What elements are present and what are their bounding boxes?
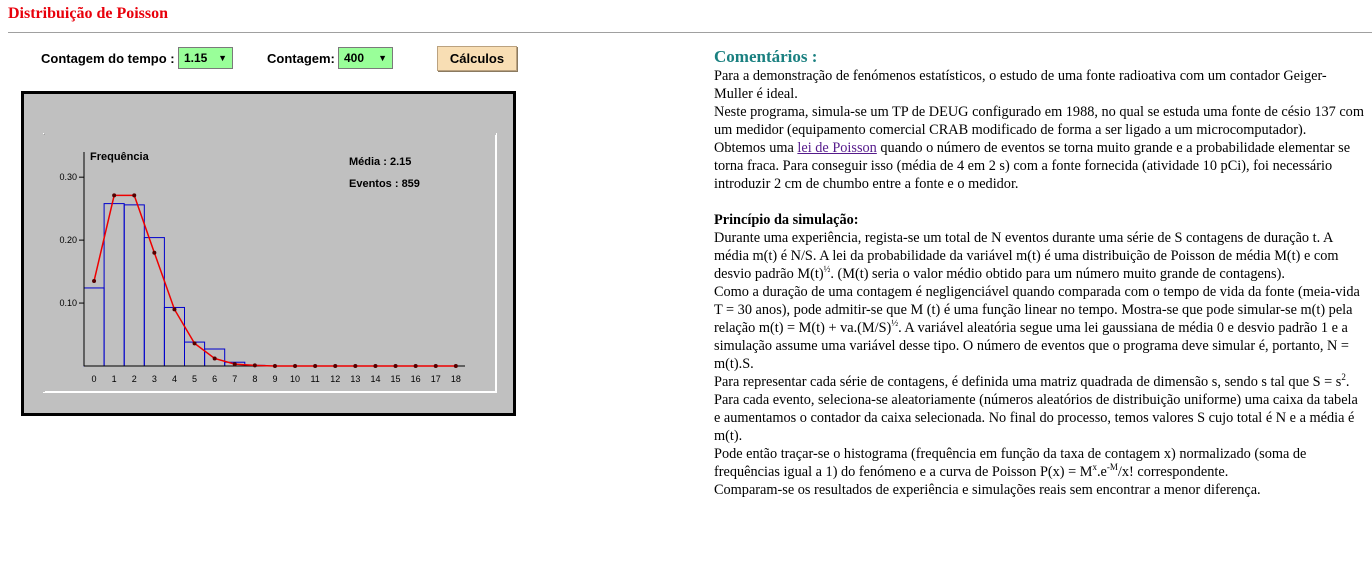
sup-x: x (1092, 462, 1097, 473)
x-tick-label: 7 (232, 374, 238, 384)
x-tick-label: 9 (272, 374, 278, 384)
x-tick-label: 0 (91, 374, 97, 384)
x-tick-label: 5 (192, 374, 198, 384)
comments-heading: Comentários : (714, 47, 818, 66)
time-count-label: Contagem do tempo : (41, 51, 175, 66)
y-tick-label: 0.30 (59, 172, 77, 183)
principle-text-4-end: /x! correspondente. (1117, 464, 1229, 480)
mean-annotation: Média : 2.15 (349, 156, 412, 168)
page-title: Distribuição de Poisson (8, 5, 169, 22)
poisson-point (454, 364, 458, 368)
principle-text-1-end: . (M(t) seria o valor médio obtido para um número muito grande de contagens). (830, 266, 1285, 282)
poisson-point (112, 193, 116, 197)
x-tick-label: 1 (111, 374, 117, 384)
poisson-point (193, 341, 197, 345)
y-tick-label: 0.20 (59, 235, 77, 246)
count-label: Contagem: (267, 51, 335, 66)
y-axis-label: Frequência (90, 151, 149, 163)
poisson-chart (24, 94, 513, 413)
x-tick-label: 12 (330, 374, 341, 384)
poisson-point (373, 364, 377, 368)
x-tick-label: 2 (131, 374, 137, 384)
events-annotation: Eventos : 859 (349, 178, 420, 190)
count-value: 400 (344, 51, 365, 65)
x-tick-label: 13 (350, 374, 361, 384)
poisson-point (434, 364, 438, 368)
sup-minus-m: -M (1106, 462, 1118, 473)
principle-text-5: Comparam-se os resultados de experiência e simulações reais sem encontrar a menor diferença. (714, 482, 1261, 498)
chart-frame (21, 91, 516, 416)
poisson-point (213, 356, 217, 360)
comments-panel (714, 47, 1364, 499)
x-tick-label: 4 (171, 374, 177, 384)
principle-text-1: Durante uma experiência, regista-se um total de N eventos durante uma série de S contagens de duração t. A média m(t) é N/S. A lei da probabilidade da variável m(t) é uma distribuição de Poisson de média M(t) e com desvio padrão M(t) (714, 230, 1339, 282)
y-tick-label: 0.10 (59, 298, 77, 309)
dropdown-arrow-icon: ▼ (378, 53, 387, 63)
poisson-point (152, 251, 156, 255)
principle-text-4: Pode então traçar-se o histograma (frequência em função da taxa de contagem x) normalizado (soma de frequências igual a 1) do fenómeno e a curva de Poisson P(x) = M (714, 446, 1307, 480)
x-tick-label: 8 (252, 374, 258, 384)
principle-paragraph (714, 211, 1364, 499)
dropdown-arrow-icon: ▼ (218, 53, 227, 63)
poisson-point (414, 364, 418, 368)
comments-paragraph (714, 67, 1364, 193)
poisson-point (313, 364, 317, 368)
x-tick-label: 16 (410, 374, 421, 384)
poisson-point (132, 193, 136, 197)
poisson-point (293, 364, 297, 368)
poisson-point (353, 364, 357, 368)
poisson-law-link[interactable]: lei de Poisson (797, 140, 877, 156)
x-tick-label: 11 (310, 374, 320, 384)
principle-text-2-end: . A variável aleatória segue uma lei gaussiana de média 0 e desvio padrão 1 e a simulação assume uma variável desse tipo. O número de eventos que o programa deve simular é, portanto, N = m(t).S. (714, 320, 1349, 372)
x-tick-label: 6 (212, 374, 218, 384)
x-tick-label: 17 (430, 374, 441, 384)
time-count-select[interactable] (178, 47, 233, 69)
time-count-value: 1.15 (184, 51, 208, 65)
intro-text: Para a demonstração de fenómenos estatísticos, o estudo de uma fonte radioativa com um contador Geiger-Muller é ideal. (714, 68, 1327, 102)
poisson-point (172, 307, 176, 311)
poisson-text-end: quando o número de eventos se torna muito grande e a probabilidade elementar se torna fraca. Para conseguir isso (média de 4 em 2 s) com a fonte fornecida (atividade 10 pCi), foi necessário introduzir 2 cm de chumbo entre a fonte e o medidor. (714, 140, 1351, 192)
x-tick-label: 18 (450, 374, 461, 384)
poisson-point (333, 364, 337, 368)
principle-text-3: Para representar cada série de contagens, é definida uma matriz quadrada de dimensão s, sendo s tal que S = s (714, 374, 1342, 390)
poisson-text-start: Obtemos uma (714, 140, 798, 156)
poisson-point (233, 362, 237, 366)
program-text: Neste programa, simula-se um TP de DEUG configurado em 1988, no qual se estuda uma fonte de césio 137 com um medidor (equipamento comercial CRAB modificado de forma a ser ligado a um microcomputador). (714, 104, 1364, 138)
sup-half: ½ (823, 264, 831, 275)
poisson-point (92, 279, 96, 283)
sup-half: ½ (891, 318, 899, 329)
principle-heading: Princípio da simulação: (714, 212, 859, 228)
poisson-point (273, 364, 277, 368)
x-tick-label: 10 (290, 374, 301, 384)
sup-two: 2 (1341, 372, 1346, 383)
principle-text-3-end: . Para cada evento, seleciona-se aleatoriamente (números aleatórios de distribuição uniforme) uma caixa da tabela e aumentamos o contador da caixa selecionada. No final do processo, temos valores S cujo total é N e a média é m(t). (714, 374, 1358, 444)
poisson-point (394, 364, 398, 368)
principle-text-2: Como a duração de uma contagem é negligenciável quando comparada com o tempo de vida da fonte (meia-vida T = 30 anos), pode admitir-se que M (t) é uma função linear no tempo. Mostra-se que pode simular-se m(t) pela relação m(t) = M(t) + va.(M/S) (714, 284, 1360, 336)
count-select[interactable] (338, 47, 393, 69)
calculate-button[interactable]: Cálculos (437, 46, 517, 71)
x-tick-label: 15 (390, 374, 401, 384)
poisson-point (253, 363, 257, 367)
x-tick-label: 14 (370, 374, 381, 384)
x-tick-label: 3 (151, 374, 157, 384)
title-divider (8, 32, 1372, 33)
principle-text-4-mid: .e (1096, 464, 1107, 480)
